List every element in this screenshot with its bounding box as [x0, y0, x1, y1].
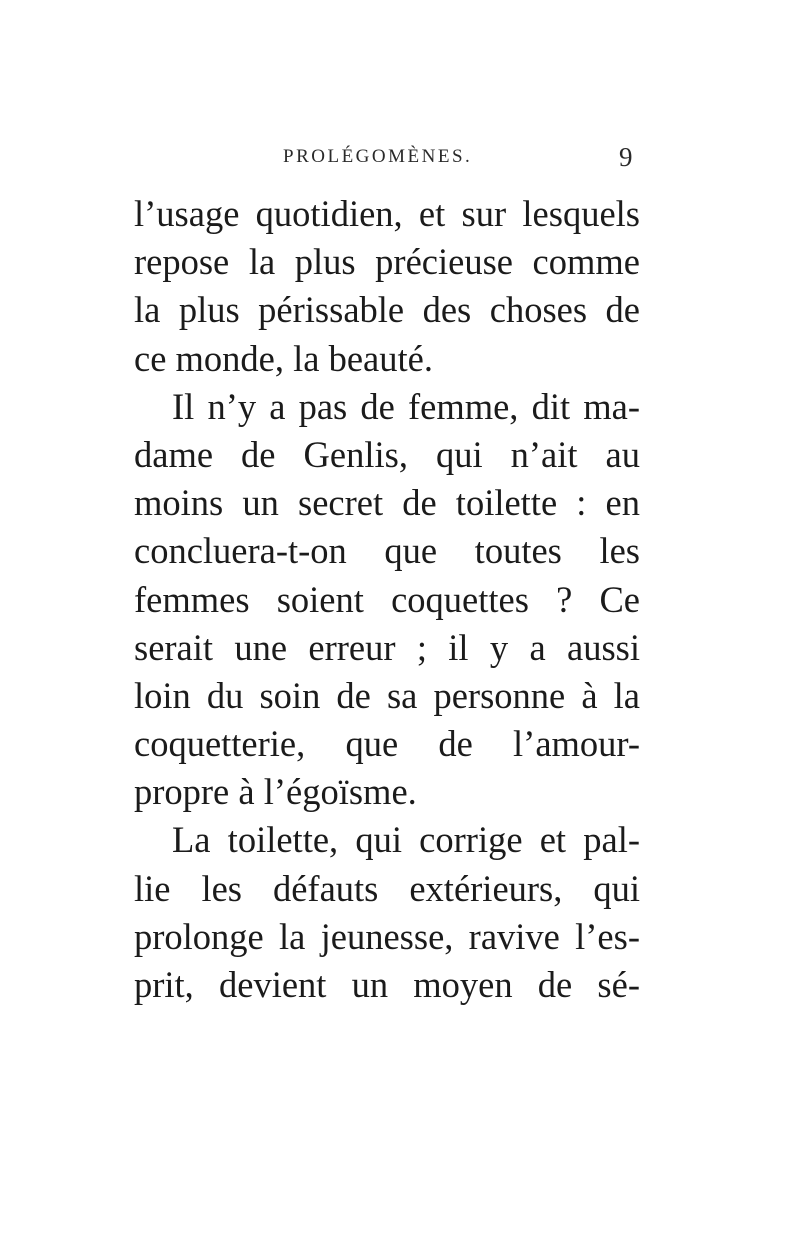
text-line: repose la plus précieuse comme — [134, 241, 640, 283]
text-line: La toilette, qui corrige et pal- — [172, 819, 640, 861]
text-line: moins un secret de toilette : en — [134, 482, 640, 524]
text-line: concluera-t-on que toutes les — [134, 530, 640, 572]
text-line: dame de Genlis, qui n’ait au — [134, 433, 640, 475]
text-line: loin du soin de sa personne à la — [134, 674, 640, 716]
body-text — [134, 190, 640, 1009]
text-line: serait une erreur ; il y a aussi — [134, 626, 640, 668]
text-line: lie les défauts extérieurs, qui — [134, 867, 640, 909]
text-line: la plus périssable des choses de — [134, 289, 640, 331]
text-line: femmes soient coquettes ? Ce — [134, 578, 640, 620]
text-line: ce monde, la beauté. — [134, 337, 433, 379]
page-number: 9 — [619, 142, 633, 172]
text-line: l’usage quotidien, et sur lesquels — [134, 193, 640, 234]
text-line: coquetterie, que de l’amour- — [134, 723, 640, 765]
text-line: prit, devient un moyen de sé- — [134, 964, 640, 1005]
text-line: propre à l’égoïsme. — [134, 771, 417, 813]
text-line: prolonge la jeunesse, ravive l’es- — [134, 915, 640, 957]
text-line: Il n’y a pas de femme, dit ma- — [172, 385, 640, 427]
running-title: PROLÉGOMÈNES. — [283, 146, 473, 167]
